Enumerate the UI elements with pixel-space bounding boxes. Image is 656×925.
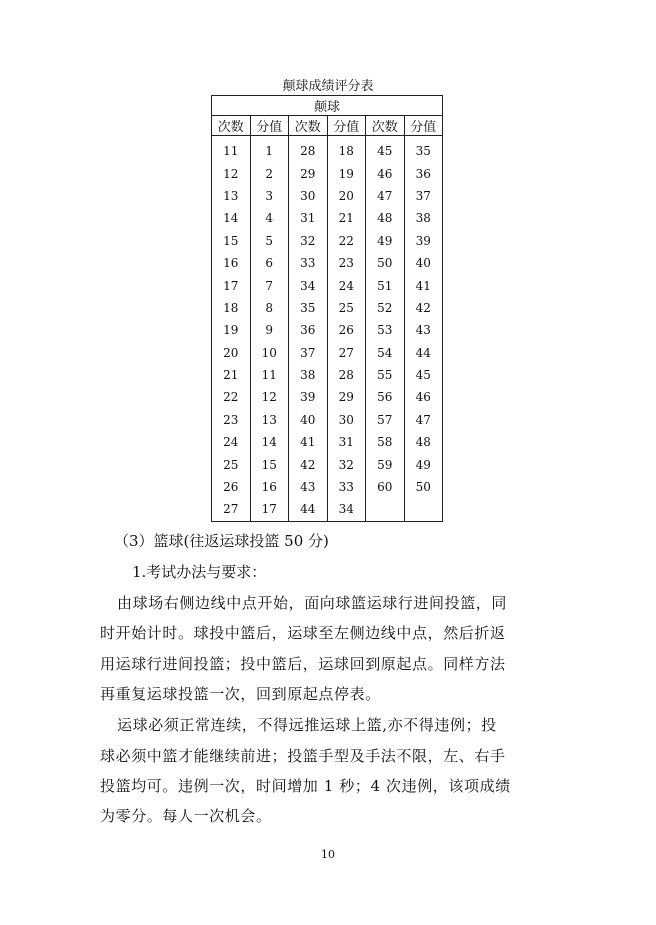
table-cell: 51 — [366, 274, 405, 296]
table-cell: 26 — [327, 319, 366, 341]
table-cell: 40 — [404, 252, 443, 274]
body-line: 球必须中篮才能继续前进；投篮手型及手法不限，左、右手 — [100, 747, 506, 765]
table-row — [212, 136, 443, 163]
body-line: 由球场右侧边线中点开始，面向球篮运球行进间投篮，同 — [117, 594, 508, 612]
table-cell: 31 — [289, 207, 328, 229]
table-cell: 50 — [366, 252, 405, 274]
table-cell: 5 — [250, 230, 289, 252]
table-cell: 13 — [212, 185, 251, 207]
table-cell: 35 — [404, 136, 443, 163]
section-subheading: 1.考试办法与要求： — [132, 563, 267, 581]
table-row — [212, 207, 443, 229]
table-cell: 3 — [250, 185, 289, 207]
table-cell: 38 — [289, 364, 328, 386]
table-cell: 11 — [212, 136, 251, 163]
table-cell: 39 — [289, 386, 328, 408]
table-cell: 16 — [250, 476, 289, 498]
table-cell: 11 — [250, 364, 289, 386]
table-cell: 44 — [289, 498, 328, 521]
column-header: 次数 — [289, 116, 328, 136]
table-cell: 39 — [404, 230, 443, 252]
table-cell: 36 — [289, 319, 328, 341]
table-cell: 1 — [250, 136, 289, 163]
table-cell: 12 — [212, 162, 251, 184]
table-cell: 48 — [404, 431, 443, 453]
table-row — [212, 498, 443, 521]
table-cell: 28 — [289, 136, 328, 163]
table-cell — [404, 498, 443, 521]
table-cell: 10 — [250, 342, 289, 364]
column-header: 次数 — [366, 116, 405, 136]
table-cell: 19 — [327, 162, 366, 184]
table-cell — [366, 498, 405, 521]
table-cell: 20 — [212, 342, 251, 364]
table-cell: 38 — [404, 207, 443, 229]
table-cell: 43 — [289, 476, 328, 498]
table-row — [212, 230, 443, 252]
table-cell: 52 — [366, 297, 405, 319]
table-cell: 27 — [212, 498, 251, 521]
table-cell: 28 — [327, 364, 366, 386]
table-cell: 27 — [327, 342, 366, 364]
table-cell: 56 — [366, 386, 405, 408]
table-cell: 47 — [366, 185, 405, 207]
section-heading: （3）篮球(往返运球投篮 50 分) — [114, 532, 329, 550]
table-cell: 20 — [327, 185, 366, 207]
table-cell: 53 — [366, 319, 405, 341]
table-cell: 32 — [327, 453, 366, 475]
table-row — [212, 252, 443, 274]
table-cell: 33 — [327, 476, 366, 498]
body-line: 时开始计时。球投中篮后，运球至左侧边线中点，然后折返 — [100, 624, 506, 642]
table-cell: 14 — [250, 431, 289, 453]
table-cell: 55 — [366, 364, 405, 386]
table-cell: 15 — [212, 230, 251, 252]
table-cell: 25 — [327, 297, 366, 319]
table-cell: 37 — [289, 342, 328, 364]
table-cell: 46 — [366, 162, 405, 184]
column-header: 分值 — [404, 116, 443, 136]
table-row — [212, 476, 443, 498]
body-line: 用运球行进间投篮；投中篮后，运球回到原起点。同样方法 — [100, 655, 506, 673]
table-cell: 2 — [250, 162, 289, 184]
table-cell: 23 — [212, 409, 251, 431]
table-cell: 4 — [250, 207, 289, 229]
table-cell: 22 — [212, 386, 251, 408]
table-cell: 26 — [212, 476, 251, 498]
table-cell: 24 — [212, 431, 251, 453]
table-cell: 45 — [404, 364, 443, 386]
table-cell: 50 — [404, 476, 443, 498]
table-cell: 59 — [366, 453, 405, 475]
table-cell: 21 — [212, 364, 251, 386]
page-number: 10 — [321, 848, 335, 861]
column-header: 分值 — [327, 116, 366, 136]
table-cell: 23 — [327, 252, 366, 274]
table-cell: 8 — [250, 297, 289, 319]
table-cell: 47 — [404, 409, 443, 431]
table-cell: 21 — [327, 207, 366, 229]
table-cell: 30 — [289, 185, 328, 207]
table-row — [212, 386, 443, 408]
table-cell: 34 — [327, 498, 366, 521]
table-cell: 40 — [289, 409, 328, 431]
table-cell: 29 — [327, 386, 366, 408]
body-line: 投篮均可。违例一次，时间增加 1 秒；4 次违例，该项成绩 — [100, 777, 511, 795]
table-cell: 19 — [212, 319, 251, 341]
body-line: 为零分。每人一次机会。 — [100, 807, 272, 825]
table-row — [212, 453, 443, 475]
body-line: 运球必须正常连续，不得远推运球上篮,亦不得违例；投 — [117, 716, 497, 734]
table-cell: 58 — [366, 431, 405, 453]
score-table — [211, 95, 443, 522]
table-cell: 24 — [327, 274, 366, 296]
table-cell: 57 — [366, 409, 405, 431]
table-cell: 7 — [250, 274, 289, 296]
table-row — [212, 185, 443, 207]
table-cell: 42 — [289, 453, 328, 475]
column-header: 次数 — [212, 116, 251, 136]
table-cell: 16 — [212, 252, 251, 274]
table-cell: 22 — [327, 230, 366, 252]
table-cell: 15 — [250, 453, 289, 475]
table-cell: 9 — [250, 319, 289, 341]
table-cell: 33 — [289, 252, 328, 274]
body-line: 再重复运球投篮一次，回到原起点停表。 — [100, 685, 381, 703]
table-cell: 43 — [404, 319, 443, 341]
table-cell: 46 — [404, 386, 443, 408]
table-cell: 14 — [212, 207, 251, 229]
table-cell: 17 — [212, 274, 251, 296]
table-cell: 42 — [404, 297, 443, 319]
table-cell: 13 — [250, 409, 289, 431]
table-title: 颠球成绩评分表 — [282, 79, 374, 94]
table-cell: 48 — [366, 207, 405, 229]
table-row — [212, 342, 443, 364]
table-cell: 37 — [404, 185, 443, 207]
table-cell: 49 — [366, 230, 405, 252]
table-cell: 54 — [366, 342, 405, 364]
column-header: 分值 — [250, 116, 289, 136]
table-row — [212, 409, 443, 431]
table-row — [212, 364, 443, 386]
table-cell: 49 — [404, 453, 443, 475]
table-cell: 34 — [289, 274, 328, 296]
table-cell: 29 — [289, 162, 328, 184]
table-row — [212, 297, 443, 319]
table-cell: 12 — [250, 386, 289, 408]
column-header-row — [212, 116, 443, 136]
table-cell: 18 — [327, 136, 366, 163]
table-cell: 32 — [289, 230, 328, 252]
group-header: 颠球 — [212, 96, 443, 116]
table-row — [212, 274, 443, 296]
table-cell: 44 — [404, 342, 443, 364]
score-table-body — [212, 136, 443, 522]
table-row — [212, 319, 443, 341]
table-cell: 36 — [404, 162, 443, 184]
table-cell: 41 — [289, 431, 328, 453]
table-cell: 45 — [366, 136, 405, 163]
table-cell: 41 — [404, 274, 443, 296]
table-cell: 31 — [327, 431, 366, 453]
table-cell: 6 — [250, 252, 289, 274]
table-cell: 60 — [366, 476, 405, 498]
table-cell: 30 — [327, 409, 366, 431]
table-row — [212, 431, 443, 453]
table-cell: 18 — [212, 297, 251, 319]
table-row — [212, 162, 443, 184]
table-cell: 25 — [212, 453, 251, 475]
table-cell: 17 — [250, 498, 289, 521]
table-cell: 35 — [289, 297, 328, 319]
